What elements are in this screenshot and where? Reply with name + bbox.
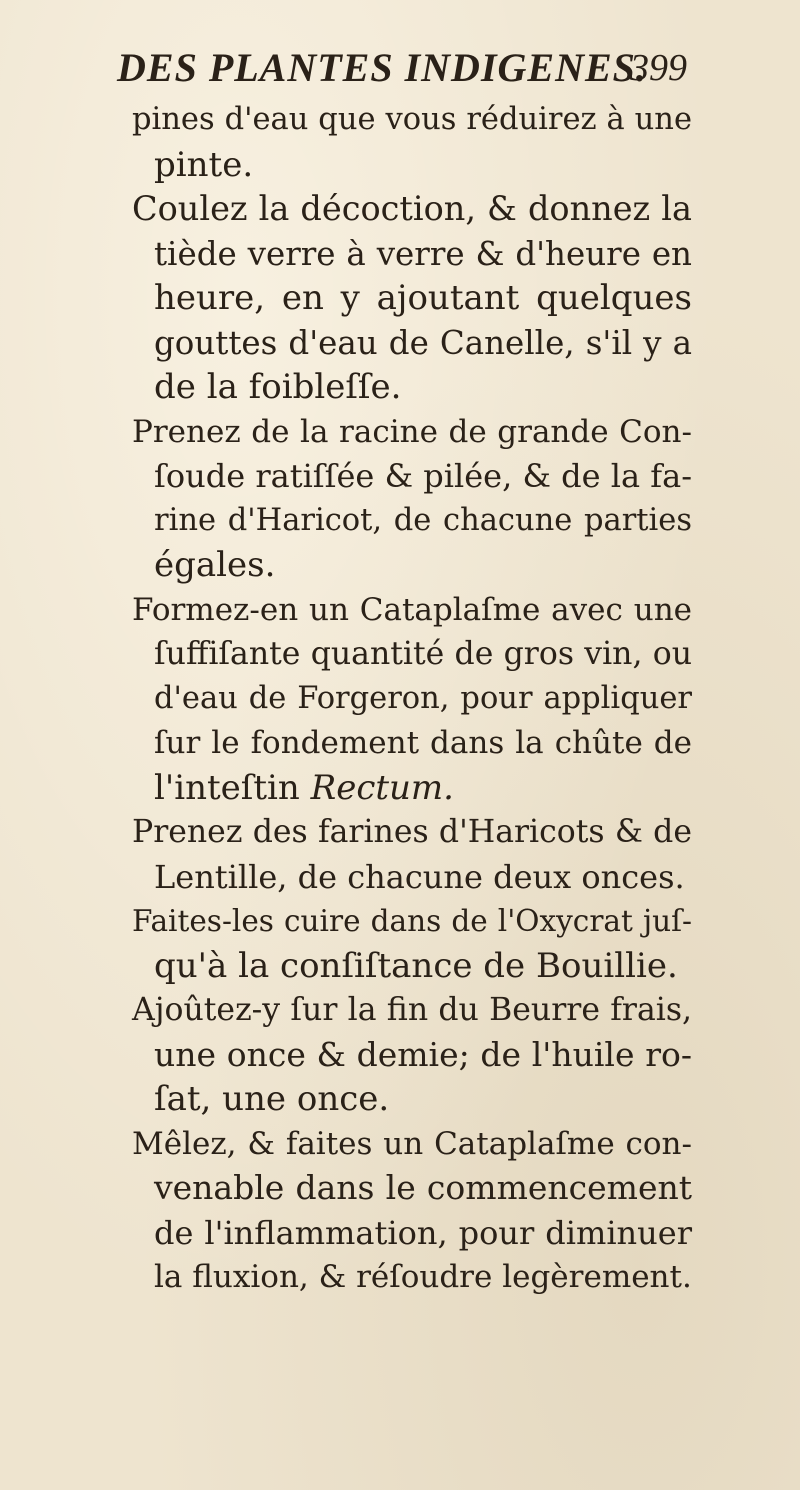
italic-term: Rectum.	[310, 767, 454, 808]
text-line	[132, 410, 692, 455]
running-head: DES PLANTES INDIGENES.	[117, 45, 647, 90]
text-line	[132, 766, 692, 811]
text-line-content: d'eau de Forgeron, pour appliquer	[154, 680, 692, 716]
page-header	[117, 38, 687, 98]
text-line-content: la fluxion, & réſoudre legèrement.	[154, 1259, 692, 1295]
text-line	[132, 143, 692, 188]
text-line	[132, 1122, 692, 1167]
text-line-content: Mêlez, & faites un Cataplaſme con-	[132, 1125, 692, 1162]
text-line	[132, 721, 692, 766]
text-line-content: ſoude ratiſſée & pilée, & de la fa-	[154, 457, 692, 495]
text-line	[132, 855, 692, 900]
text-line-content: ſuffiſante quantité de gros vin, ou	[154, 636, 692, 672]
text-line-content: Prenez de la racine de grande Con-	[132, 413, 692, 450]
text-line-content: pines d'eau que vous réduirez à une	[132, 102, 692, 137]
body-text	[132, 98, 692, 1300]
text-line-content: Faites-les cuire dans de l'Oxycrat juſ-	[132, 904, 692, 938]
text-line-content: Prenez des farines d'Haricots & de	[132, 814, 692, 850]
text-line	[132, 365, 692, 410]
text-line	[132, 1077, 692, 1122]
text-line	[132, 899, 692, 944]
text-line	[132, 276, 692, 321]
text-line-content: Lentille, de chacune deux onces.	[154, 857, 685, 896]
text-line-content: égales.	[154, 545, 276, 585]
text-line	[132, 1211, 692, 1256]
text-line	[132, 1166, 692, 1211]
text-line	[132, 1255, 692, 1300]
text-line	[132, 543, 692, 588]
text-line	[132, 944, 692, 989]
text-line	[132, 98, 692, 143]
text-line-content: pinte.	[154, 144, 254, 185]
text-line	[132, 988, 692, 1033]
text-line-content: Formez-en un Cataplaſme avec une	[132, 591, 692, 628]
text-line-content: une once & demie; de l'huile ro-	[154, 1034, 692, 1074]
page-number: 399	[630, 47, 687, 89]
text-line	[132, 810, 692, 855]
text-line	[132, 588, 692, 633]
text-line-content: heure, en y ajoutant quelques	[154, 278, 692, 318]
text-line	[132, 499, 692, 544]
text-line-content: ſur le fondement dans la chûte de	[154, 725, 692, 761]
text-line-content: Coulez la décoction, & donnez la	[132, 189, 692, 228]
text-line	[132, 1033, 692, 1078]
text-line	[132, 187, 692, 232]
text-line	[132, 321, 692, 366]
text-line-content: venable dans le commencement	[154, 1168, 692, 1207]
text-line-content: rine d'Haricot, de chacune parties	[154, 502, 692, 538]
text-line	[132, 232, 692, 277]
text-line-content: qu'à la conſiſtance de Bouillie.	[154, 945, 678, 986]
text-line-content: ſat, une once.	[154, 1079, 390, 1119]
text-line	[132, 454, 692, 499]
text-line-content: gouttes d'eau de Canelle, s'il y a	[154, 323, 692, 362]
text-line-content: l'inteſtin	[154, 767, 300, 808]
text-line-content: tiède verre à verre & d'heure en	[154, 234, 692, 273]
text-line-content: de la foibleſſe.	[154, 367, 402, 407]
text-line-content: de l'inflammation, pour diminuer	[154, 1213, 692, 1252]
text-line-content: Ajoûtez-y ſur la fin du Beurre frais,	[132, 992, 692, 1028]
text-line	[132, 632, 692, 677]
text-line	[132, 677, 692, 722]
